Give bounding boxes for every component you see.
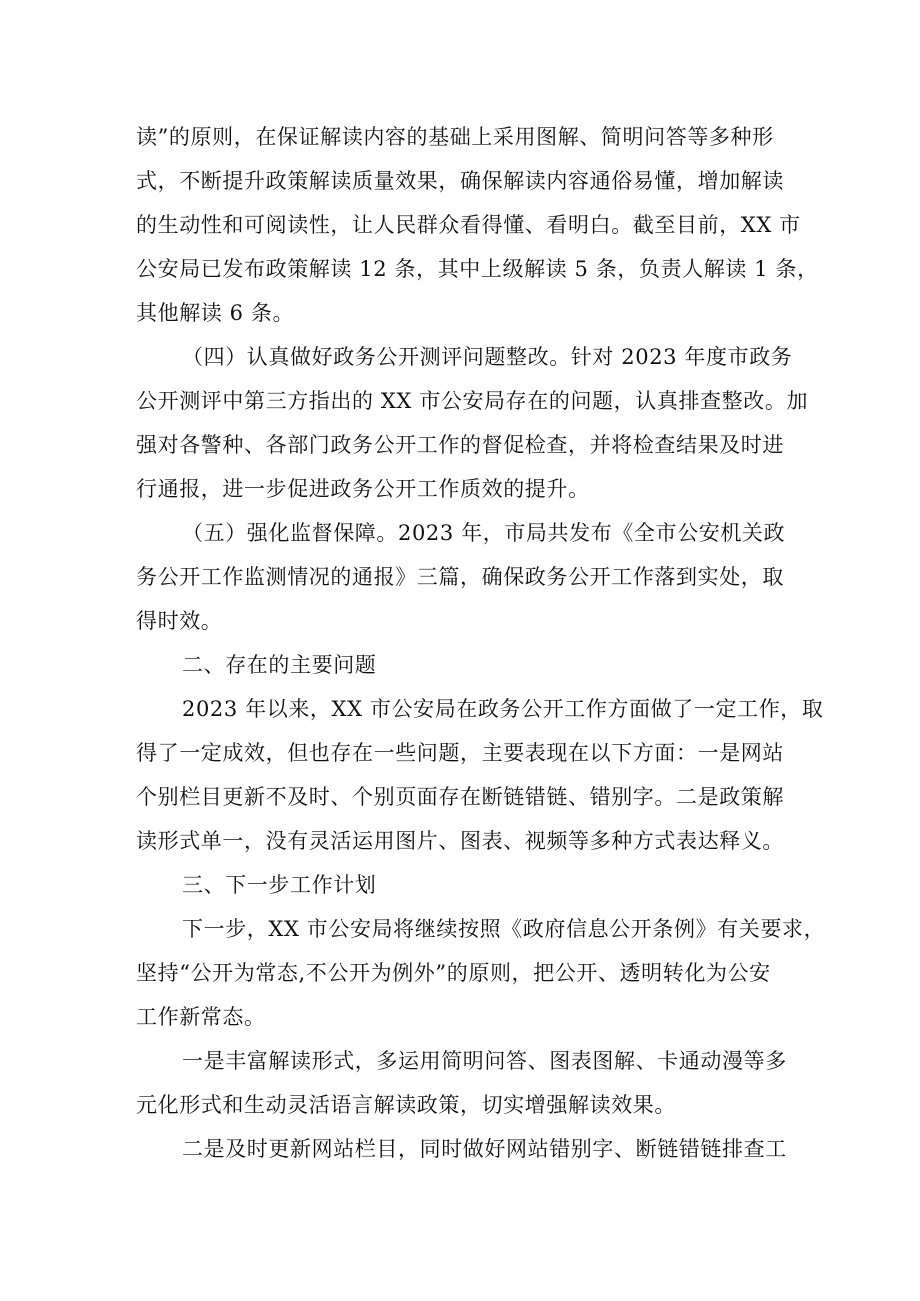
text-line: 一是丰富解读形式，多运用简明问答、图表图解、卡通动漫等多: [182, 1049, 787, 1073]
text-line: 式，不断提升政策解读质量效果，确保解读内容通俗易懂，增加解读: [136, 169, 784, 193]
text-line: 得了一定成效，但也存在一些问题，主要表现在以下方面：一是网站: [136, 741, 784, 765]
text-line: 公安局已发布政策解读 12 条，其中上级解读 5 条，负责人解读 1 条，: [136, 257, 819, 281]
text-line: 行通报，进一步促进政务公开工作质效的提升。: [136, 477, 590, 501]
paragraph-heading-five: （五）强化监督保障。2023 年，市局共发布《全市公安机关政: [182, 521, 786, 545]
text-line: 下一步，XX 市公安局将继续按照《政府信息公开条例》有关要求，: [182, 917, 826, 941]
text-line: 其他解读 6 条。: [136, 301, 295, 325]
text-line: 的生动性和可阅读性，让人民群众看得懂、看明白。截至目前，XX 市: [136, 213, 801, 237]
text-line: 读”的原则，在保证解读内容的基础上采用图解、简明问答等多种形: [136, 125, 774, 149]
text-line: 得时效。: [136, 609, 223, 633]
text-line: 坚持“公开为常态,不公开为例外”的原则，把公开、透明转化为公安: [136, 961, 771, 985]
text-line: 2023 年以来，XX 市公安局在政务公开工作方面做了一定工作，取: [182, 697, 824, 721]
paragraph-heading-four: （四）认真做好政务公开测评问题整改。针对 2023 年度市政务: [182, 345, 793, 369]
text-line: 个别栏目更新不及时、个别页面存在断链错链、错别字。二是政策解: [136, 785, 784, 809]
section-heading-plan: 三、下一步工作计划: [182, 873, 377, 897]
text-line: 读形式单一，没有灵活运用图片、图表、视频等多种方式表达释义。: [136, 829, 784, 853]
text-line: 工作新常态。: [136, 1005, 266, 1029]
text-line: 务公开工作监测情况的通报》三篇，确保政务公开工作落到实处，取: [136, 565, 784, 589]
text-line: 强对各警种、各部门政务公开工作的督促检查，并将检查结果及时进: [136, 433, 784, 457]
text-line: 二是及时更新网站栏目，同时做好网站错别字、断链错链排查工: [182, 1137, 787, 1161]
text-line: 公开测评中第三方指出的 XX 市公安局存在的问题，认真排查整改。加: [136, 389, 809, 413]
section-heading-problems: 二、存在的主要问题: [182, 653, 377, 677]
text-line: 元化形式和生动灵活语言解读政策，切实增强解读效果。: [136, 1093, 676, 1117]
